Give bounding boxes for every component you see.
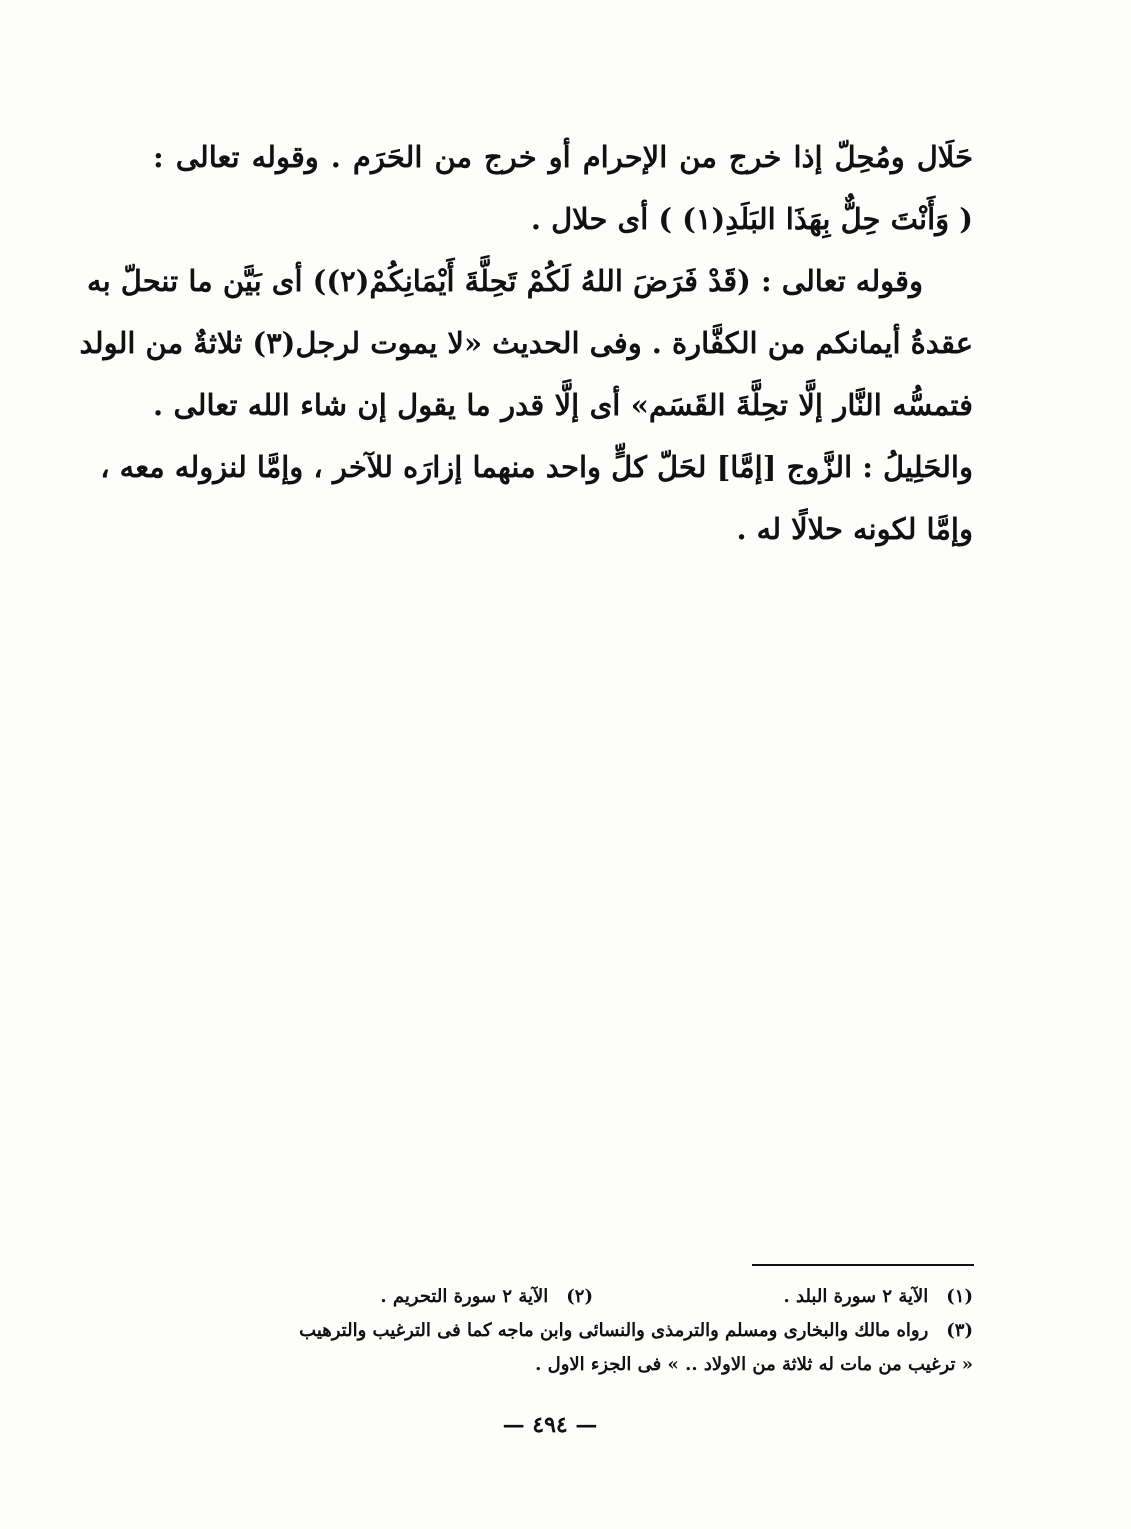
page-number: — ٤٩٤ — (502, 1412, 598, 1438)
footnote-2 (380, 1286, 593, 1308)
footnote-3-text: رواه مالك والبخارى ومسلم والترمذى والنسائى وابن ماجه كما فى الترغيب والترهيب (299, 1320, 929, 1341)
footnote-1 (593, 1286, 973, 1308)
footnote-2-text: الآية ٢ سورة التحريم . (380, 1286, 549, 1307)
footnote-row-3 (113, 1320, 973, 1342)
footnotes (113, 1286, 973, 1388)
body-line-6: والحَلِيلُ : الزَّوج [إمَّا] لحَلّ كلٍّ واحد منهما إزارَه للآخر ، وإمَّا لنزوله معه ، (100, 450, 973, 484)
body-line-1: حَلَال ومُحِلّ إذا خرج من الإحرام أو خرج من الحَرَم . وقوله تعالى : (153, 140, 973, 174)
footnote-divider (752, 1264, 974, 1266)
footnote-1-number: (١) (946, 1286, 973, 1307)
footnote-3-number: (٣) (946, 1320, 973, 1341)
body-line-7: وإمَّا لكونه حلالًا له . (736, 512, 973, 546)
footnote-1-text: الآية ٢ سورة البلد . (783, 1286, 929, 1307)
footnote-3-continuation: « ترغيب من مات له ثلاثة من الاولاد .. » فى الجزء الاول . (535, 1354, 973, 1375)
body-line-4: عقدةُ أيمانكم من الكفَّارة . وفى الحديث «لا يموت لرجل(٣) ثلاثةٌ من الولد (79, 326, 973, 360)
footnote-2-number: (٢) (566, 1286, 593, 1307)
body-text (79, 140, 973, 574)
body-line-5: فتمسُّه النَّار إلَّا تحِلَّةَ القَسَم» أى إلَّا قدر ما يقول إن شاء الله تعالى . (153, 388, 973, 422)
body-line-2: ( وَأَنْتَ حِلٌّ بِهَذَا البَلَدِ(١) ) أى حلال . (530, 202, 973, 236)
body-line-3: وقوله تعالى : (قَدْ فَرَضَ اللهُ لَكُمْ تَحِلَّةَ أَيْمَانِكُمْ(٢)) أى بَيَّن ما تنحلّ به (87, 264, 923, 298)
footnote-row-1 (113, 1286, 973, 1308)
